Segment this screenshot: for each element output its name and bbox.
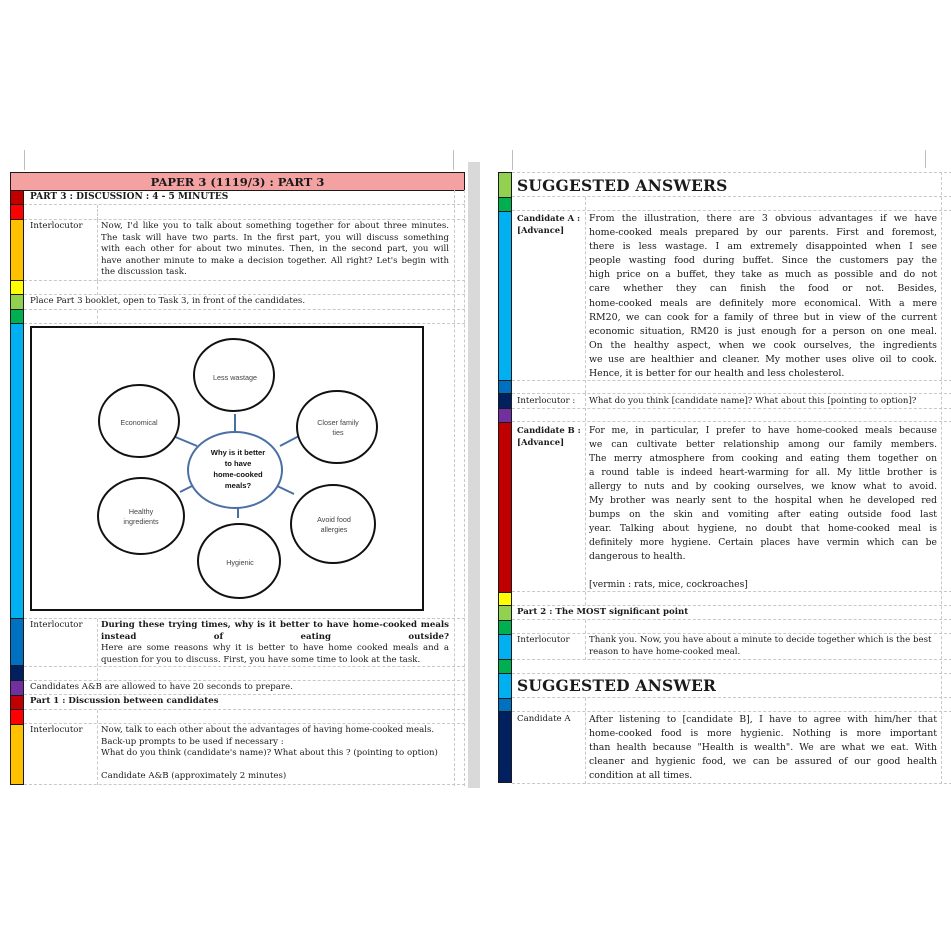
color-strip xyxy=(10,665,24,681)
center-question-line: to have xyxy=(224,459,252,468)
color-strip xyxy=(10,680,24,696)
table-row xyxy=(512,197,951,211)
color-strip xyxy=(498,620,512,635)
center-question-line: meals? xyxy=(224,481,252,490)
color-strip xyxy=(498,172,512,198)
table-row xyxy=(512,698,951,712)
color-strip xyxy=(10,219,24,281)
table-row xyxy=(512,620,951,634)
text-line: home-cooked food is more hygienic. Nothing is more important xyxy=(589,728,937,739)
speaker-name: Candidate A : xyxy=(517,213,581,223)
text-line: For me, in particular, I prefer to have home-cooked meals because xyxy=(589,425,937,436)
text-line: [vermin : rats, mice, cockroaches] xyxy=(589,579,748,590)
intro-text xyxy=(101,221,449,279)
table-row xyxy=(24,205,465,220)
level-tag: [Advance] xyxy=(517,225,565,235)
part2-text xyxy=(589,635,939,658)
option-label: Closer family xyxy=(317,418,359,427)
text-line: Now, I'd like you to talk about something together for about three minutes. xyxy=(101,221,449,231)
text-line: a round table is indeed heart-warming for all. My little brother is xyxy=(589,467,937,478)
page-title: PAPER 3 (1119/3) : PART 3 xyxy=(10,172,465,191)
text-line: people wasting food during buffet. Since the customers pay the xyxy=(589,255,937,267)
text-line: What do you think (candidate's name)? What about this ? (pointing to option) xyxy=(101,748,438,759)
text-line: have another minute to make a decision together. All right? Let's begin with xyxy=(101,255,449,266)
option-label: ingredients xyxy=(123,517,159,526)
corner-mark xyxy=(24,150,25,170)
text-line: Back-up prompts to be used if necessary : xyxy=(101,736,284,747)
option-node-healthy-ingredients xyxy=(98,478,184,554)
text-line: home-cooked meals prepared by our parents. First and foremost, xyxy=(589,227,937,239)
text-line: My brother was nearly sent to the hospital when he developed red xyxy=(589,495,937,506)
speaker-label: Candidate A xyxy=(517,714,571,724)
text-line: The merry atmosphere from cooking and eating them together on xyxy=(589,453,937,464)
color-strip xyxy=(498,197,512,212)
speaker-label: Interlocutor xyxy=(30,725,83,735)
color-strip xyxy=(498,659,512,674)
text-line: Thank you. Now, you have about a minute to decide together which is the best xyxy=(589,635,932,645)
table-row xyxy=(512,660,951,674)
color-strip xyxy=(10,709,24,725)
part1-heading: Part 1 : Discussion between candidates xyxy=(30,696,219,706)
color-strip xyxy=(498,605,512,621)
color-strip xyxy=(498,592,512,606)
text-line: The task will have two parts. In the first part, you will discuss something xyxy=(101,232,449,243)
mind-map-svg xyxy=(32,328,422,609)
option-label: Less wastage xyxy=(213,373,257,382)
option-label: Avoid food xyxy=(317,515,351,524)
text-line: RM20, we can cook for a family of three but in view of the current xyxy=(589,311,937,323)
text-line: Candidate A&B (approximately 2 minutes) xyxy=(101,771,287,782)
option-label: Healthy xyxy=(128,507,154,516)
candidate-a-answer xyxy=(589,212,937,381)
text-line: with each other for about two minutes. Then, in the second part, you will xyxy=(101,244,449,255)
prep-note: Candidates A&B are allowed to have 20 seconds to prepare. xyxy=(30,682,293,692)
text-line: economic situation, RM20 is just enough for a person on one meal. xyxy=(589,325,937,337)
option-node-closer-family-ties xyxy=(297,391,377,463)
color-strip xyxy=(498,393,512,409)
speaker-label: Interlocutor : xyxy=(517,396,576,406)
text-line: On the healthy aspect, when we cook ourselves, the ingredients xyxy=(589,339,937,351)
color-strip xyxy=(10,294,24,310)
center-question-line: home-cooked xyxy=(213,470,263,479)
corner-mark xyxy=(925,150,926,168)
color-strip xyxy=(10,695,24,710)
connector-line xyxy=(280,436,299,446)
suggested-answers-heading: SUGGESTED ANSWERS xyxy=(517,176,728,195)
text-line: allergy to nuts and by cooking ourselves, we know what to avoid. xyxy=(589,481,937,492)
text-line: we use are healthier and cleaner. My mother uses olive oil to cook. xyxy=(589,353,937,365)
table-row xyxy=(512,381,951,394)
text-line: there is less wastage. I am extremely disappointed when I see xyxy=(589,241,937,253)
option-label: ties xyxy=(332,428,344,437)
color-strip xyxy=(498,634,512,660)
mind-map-diagram xyxy=(30,326,424,611)
color-strip xyxy=(10,204,24,220)
table-row xyxy=(24,281,465,295)
center-question-line: Why is it better xyxy=(210,448,266,457)
text-line: From the illustration, there are 3 obvious advantages if we have xyxy=(589,213,937,224)
option-label: allergies xyxy=(320,525,348,534)
text-line: condition at all times. xyxy=(589,770,693,781)
part2-heading: Part 2 : The MOST significant point xyxy=(517,607,689,617)
text-line: the discussion task. xyxy=(101,267,187,278)
text-line: instead of eating outside? xyxy=(101,631,449,642)
text-line: we can cultivate better relationship among our family members. xyxy=(589,439,937,450)
table-row xyxy=(512,409,951,422)
table-row xyxy=(512,592,951,606)
text-line xyxy=(589,564,937,578)
text-line: Now, talk to each other about the advantages of having home-cooked meals. xyxy=(101,725,435,735)
color-strip xyxy=(498,422,512,593)
candidate-b-answer xyxy=(589,424,937,592)
color-strip xyxy=(498,698,512,712)
text-line: dangerous to health. xyxy=(589,551,686,562)
color-strip xyxy=(10,190,24,205)
text-line: home-cooked meals are definitely more economical. With a mere xyxy=(589,297,937,309)
suggested-answer-heading: SUGGESTED ANSWER xyxy=(517,676,717,695)
color-strip xyxy=(10,309,24,324)
color-strip xyxy=(498,711,512,783)
color-strip xyxy=(498,380,512,394)
text-line: definitely more hygiene. Certain places have vermin which can be xyxy=(589,537,937,548)
part1-text xyxy=(101,725,451,783)
speaker-label: Interlocutor xyxy=(30,221,83,231)
text-line: high price on a buffet, they take as much as possible and do not xyxy=(589,269,937,281)
text-line: reason to have home-cooked meal. xyxy=(589,646,741,657)
speaker-name: Candidate B : xyxy=(517,425,581,435)
text-line: During these trying times, why is it better to have home-cooked meals xyxy=(101,620,449,630)
color-strip xyxy=(10,323,24,619)
text-line: bumps on the skin and vomiting after eating outside food last xyxy=(589,509,937,520)
table-row xyxy=(24,710,465,724)
option-label: Economical xyxy=(120,418,158,427)
question-text xyxy=(101,620,449,666)
color-strip xyxy=(498,211,512,381)
text-line: than health because "Health is wealth". We are what we eat. With xyxy=(589,742,937,753)
speaker-label xyxy=(517,212,580,236)
text-line: year. Talking about hygiene, no doubt that home-cooked meal is xyxy=(589,523,937,534)
text-line: care whether they can finish the food or not. Besides, xyxy=(589,283,937,295)
color-strip xyxy=(498,408,512,423)
text-line: After listening to [candidate B], I have to agree with him/her that xyxy=(589,714,937,725)
text-line: question for you to discuss. First, you have some time to look at the task. xyxy=(101,654,421,665)
connector-line xyxy=(173,436,197,446)
speaker-label: Interlocutor xyxy=(30,620,83,630)
text-line xyxy=(101,760,451,772)
final-answer xyxy=(589,713,937,783)
option-node-avoid-food-allergies xyxy=(291,485,375,563)
corner-mark xyxy=(453,150,454,170)
table-row xyxy=(24,310,465,324)
speaker-label: Interlocutor xyxy=(517,635,570,645)
text-line: cleaner and hygienic food, we can be assured of our good health xyxy=(589,756,937,767)
color-strip xyxy=(10,618,24,666)
color-strip xyxy=(10,280,24,295)
color-strip xyxy=(498,673,512,699)
prompt-text: What do you think [candidate name]? What about this [pointing to option]? xyxy=(589,396,917,406)
table-row xyxy=(24,667,465,681)
corner-mark xyxy=(512,150,513,170)
page-gutter xyxy=(468,162,480,788)
option-label: Hygienic xyxy=(226,558,254,567)
text-line: Here are some reasons why it is better to have home cooked meals and a xyxy=(101,643,449,654)
level-tag: [Advance] xyxy=(517,437,565,447)
instruction-text: Place Part 3 booklet, open to Task 3, in front of the candidates. xyxy=(30,296,306,306)
speaker-label xyxy=(517,424,581,448)
color-strip xyxy=(10,724,24,785)
section-heading: PART 3 : DISCUSSION : 4 - 5 MINUTES xyxy=(30,192,229,202)
text-line: Hence, it is better for our health and less cholesterol. xyxy=(589,368,845,380)
